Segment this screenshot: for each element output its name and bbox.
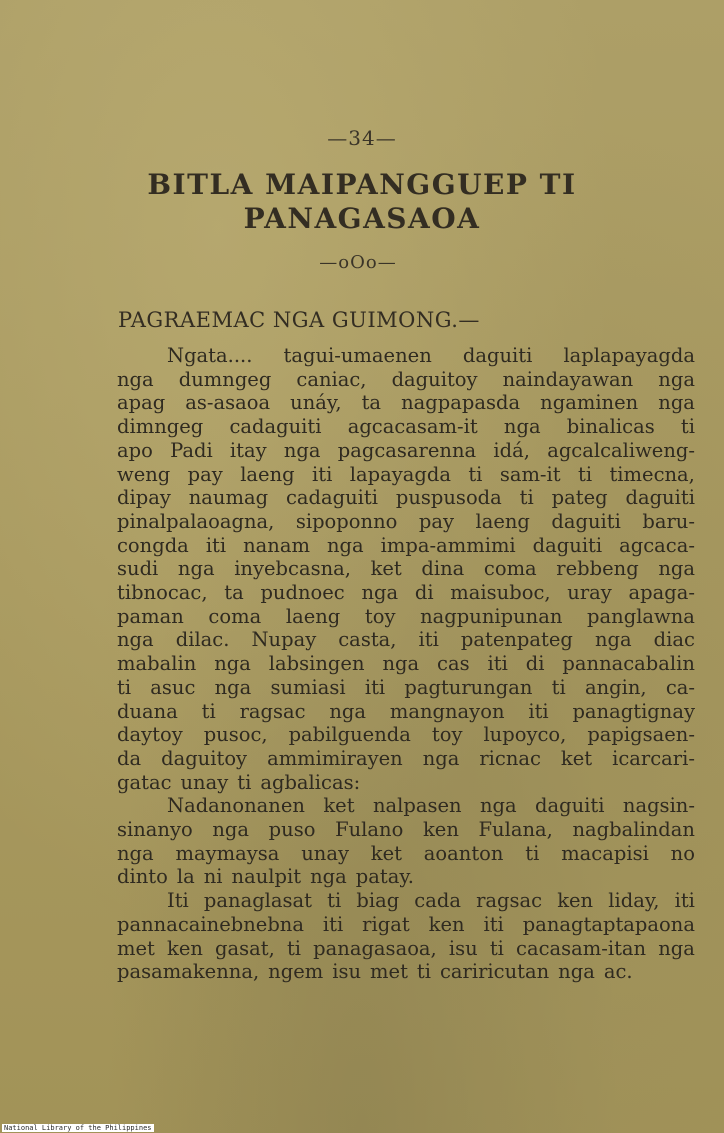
text-line	[117, 960, 695, 984]
text-line	[117, 628, 695, 652]
word: dumngeg	[178, 367, 272, 391]
word: ammimirayen	[267, 746, 403, 770]
word: agcacasam-it	[347, 415, 478, 439]
word: nga	[310, 865, 347, 889]
word: Fulana,	[478, 818, 553, 842]
word: iti	[487, 652, 508, 676]
word: isu	[448, 936, 478, 960]
word: timecna,	[609, 462, 695, 486]
text-line	[117, 510, 695, 534]
word: daguiti	[532, 533, 603, 557]
word: pay	[418, 509, 454, 533]
word: pusoc,	[203, 723, 268, 747]
word: ngaminen	[540, 391, 639, 415]
word: nagsin-	[622, 794, 695, 818]
word: nga	[422, 746, 460, 770]
word: coma	[208, 604, 262, 628]
text-line	[117, 391, 695, 415]
word: baru-	[642, 509, 695, 533]
word: naindayawan	[502, 367, 634, 391]
word: nga	[479, 794, 517, 818]
word: da	[117, 746, 142, 770]
word: nga	[594, 628, 632, 652]
word: sam-it	[499, 462, 561, 486]
word: agcalcaliweng-	[547, 438, 695, 462]
word: unáy,	[290, 391, 342, 415]
page-number: —34—	[327, 126, 397, 150]
word: lapayagda	[349, 462, 451, 486]
word: panaglasat	[203, 889, 313, 913]
text-line	[117, 368, 695, 392]
word: daytoy	[117, 723, 183, 747]
word: binalicas	[566, 415, 655, 439]
text-line	[117, 605, 695, 629]
text-line	[117, 676, 695, 700]
word: nga	[382, 652, 420, 676]
word: iti	[364, 675, 386, 699]
word: as-asaoa	[185, 391, 271, 415]
word: gatac	[117, 770, 172, 794]
word: naulpit	[231, 865, 302, 889]
word: ti	[525, 841, 540, 865]
text-line	[117, 415, 695, 439]
word: ti	[327, 889, 342, 913]
word: laplapayagda	[563, 344, 695, 367]
text-line	[117, 889, 695, 913]
word: uray	[567, 581, 612, 605]
word: iti	[312, 462, 333, 486]
text-line	[117, 463, 695, 487]
word: ragsac	[239, 699, 306, 723]
word: iti	[322, 912, 344, 936]
text-line	[117, 344, 695, 368]
word: dilac.	[175, 628, 230, 652]
word: mangnayon	[389, 699, 505, 723]
word: ti	[468, 462, 483, 486]
word: sipoponno	[295, 509, 398, 533]
word: cadaguiti	[285, 486, 378, 510]
word: ac.	[603, 960, 633, 984]
word: ti	[489, 936, 504, 960]
word: nga	[361, 581, 399, 605]
text-line	[117, 557, 695, 581]
title-line-1: BITLA MAIPANGGUEP TI	[147, 168, 577, 201]
word: nga	[117, 628, 154, 652]
word: angin,	[584, 675, 647, 699]
word: nga	[658, 557, 695, 581]
word: tagui-umaenen	[283, 344, 432, 367]
word: cacasam-itan	[516, 936, 647, 960]
word: aoanton	[423, 841, 504, 865]
word: nga	[283, 438, 321, 462]
word: ken	[428, 912, 465, 936]
word: nga	[503, 415, 541, 439]
word: iti	[483, 912, 504, 936]
word: ca-	[665, 675, 695, 699]
word: casta,	[338, 628, 397, 652]
body-text	[117, 344, 695, 984]
text-line	[117, 937, 695, 961]
text-line	[117, 534, 695, 558]
word: pabilguenda	[288, 723, 411, 747]
word: la	[176, 865, 195, 889]
word: weng	[117, 462, 171, 486]
text-line	[117, 747, 695, 771]
word: sumiasi	[270, 675, 346, 699]
word: pagturungan	[404, 675, 533, 699]
word: iti	[418, 628, 439, 652]
text-line	[117, 652, 695, 676]
word: nga	[658, 936, 695, 960]
word: ti	[416, 960, 431, 984]
word: ket	[370, 557, 402, 581]
word: dimngeg	[117, 415, 204, 439]
word: pannacabalin	[562, 652, 695, 676]
word: congda	[117, 533, 189, 557]
word: daguiti	[462, 344, 533, 367]
word: ragsac	[476, 889, 543, 913]
word: maymaysa	[175, 841, 280, 865]
word: nga	[558, 960, 595, 984]
word: labsingen	[268, 652, 365, 676]
word: lupoyco,	[483, 723, 567, 747]
word: ti	[201, 699, 216, 723]
word: ngem	[268, 960, 324, 984]
word: maisuboc,	[450, 581, 551, 605]
text-line	[117, 581, 695, 605]
word: apaga-	[628, 581, 695, 605]
word: apag	[117, 391, 166, 415]
word: Ngata....	[167, 344, 253, 367]
word: Padi	[170, 438, 213, 462]
word: nga	[212, 818, 250, 842]
word: ricnac	[479, 746, 541, 770]
word: ti	[551, 675, 566, 699]
word: ti	[578, 462, 593, 486]
word: cadaguiti	[229, 415, 322, 439]
word: asuc	[150, 675, 196, 699]
word: panagasaoa,	[313, 936, 437, 960]
word: dinto	[117, 865, 168, 889]
word: daguiti	[625, 486, 695, 510]
word: nagbalindan	[572, 818, 695, 842]
word: biag	[356, 889, 400, 913]
word: panglawna	[587, 604, 695, 628]
word: rigat	[362, 912, 410, 936]
text-line	[117, 771, 695, 795]
word: puspusoda	[395, 486, 502, 510]
word: macapisi	[561, 841, 649, 865]
word: Nadanonanen	[167, 794, 305, 818]
page-title	[0, 168, 724, 236]
word: diac	[653, 628, 695, 652]
word: rebbeng	[556, 557, 639, 581]
word: duana	[117, 699, 178, 723]
word: pagcasarenna	[337, 438, 477, 462]
word: ken	[422, 818, 459, 842]
word: cariricutan	[440, 960, 550, 984]
word: puso	[268, 818, 316, 842]
word: pannacainebnebna	[117, 912, 304, 936]
text-line	[117, 723, 695, 747]
word: icarcari-	[612, 746, 695, 770]
word: nga	[177, 557, 215, 581]
word: ket	[323, 794, 355, 818]
word: gasat,	[215, 936, 275, 960]
word: inyebcasna,	[234, 557, 351, 581]
word: toy	[431, 723, 463, 747]
word: ken	[167, 936, 203, 960]
word: ta	[224, 581, 244, 605]
word: pateg	[551, 486, 608, 510]
word: ket	[560, 746, 593, 770]
word: nga	[214, 652, 251, 676]
text-line	[117, 842, 695, 866]
text-line	[117, 818, 695, 842]
word: daguitoy	[391, 367, 478, 391]
word: unay	[301, 841, 349, 865]
word: ti	[117, 675, 132, 699]
word: isu	[332, 960, 362, 984]
word: nga	[658, 391, 695, 415]
word: agcaca-	[619, 533, 695, 557]
word: nga	[214, 675, 252, 699]
word: nagpunipunan	[420, 604, 563, 628]
text-line	[117, 913, 695, 937]
word: laeng	[285, 604, 341, 628]
word: Iti	[167, 889, 189, 913]
word: ti	[286, 936, 302, 960]
word: daguitoy	[161, 746, 248, 770]
word: nga	[329, 699, 367, 723]
word: paman	[117, 604, 184, 628]
word: agbalicas:	[260, 770, 361, 794]
footer-credit: National Library of the Philippines	[4, 1124, 152, 1132]
word: nga	[327, 533, 364, 557]
word: met	[117, 936, 155, 960]
word: ti	[519, 486, 534, 510]
word: ni	[203, 865, 223, 889]
word: pudnoec	[260, 581, 345, 605]
word: sinanyo	[117, 818, 193, 842]
word: liday,	[608, 889, 660, 913]
word: no	[670, 841, 695, 865]
word: patenpateg	[460, 628, 573, 652]
word: iti	[674, 889, 695, 913]
word: papigsaen-	[587, 723, 695, 747]
word: caniac,	[296, 367, 367, 391]
word: mabalin	[117, 652, 197, 676]
word: idá,	[493, 438, 530, 462]
word: nalpasen	[372, 794, 462, 818]
word: laeng	[240, 462, 295, 486]
word: nga	[658, 367, 695, 391]
word: dina	[421, 557, 465, 581]
word: Fulano	[335, 818, 404, 842]
word: di	[525, 652, 545, 676]
word: apo	[117, 438, 153, 462]
title-line-2: PANAGASAOA	[243, 202, 481, 235]
word: ti	[237, 770, 252, 794]
word: panagtignay	[572, 699, 695, 723]
word: patay.	[355, 865, 414, 889]
word: pay	[187, 462, 223, 486]
text-line	[117, 439, 695, 463]
word: daguiti	[535, 794, 605, 818]
word: cas	[437, 652, 470, 676]
ornament-divider: —oOo—	[319, 252, 397, 273]
section-heading: PAGRAEMAC NGA GUIMONG.—	[118, 308, 480, 332]
word: met	[370, 960, 408, 984]
word: toy	[364, 604, 396, 628]
word: unay	[180, 770, 229, 794]
word: ta	[361, 391, 382, 415]
word: coma	[483, 557, 537, 581]
word: laeng	[475, 509, 530, 533]
word: Nupay	[251, 628, 317, 652]
word: nagpapasda	[401, 391, 521, 415]
text-line	[117, 486, 695, 510]
word: itay	[229, 438, 267, 462]
word: iti	[205, 533, 227, 557]
word: cada	[414, 889, 461, 913]
word: tibnocac,	[117, 581, 208, 605]
word: nga	[117, 367, 154, 391]
word: impa-ammimi	[380, 533, 516, 557]
word: panagtaptapaona	[522, 912, 695, 936]
word: sudi	[117, 557, 159, 581]
word: ket	[370, 841, 402, 865]
word: ken	[557, 889, 594, 913]
word: dipay	[117, 486, 171, 510]
text-line	[117, 865, 695, 889]
text-line	[117, 794, 695, 818]
word: nanam	[243, 533, 310, 557]
word: pinalpalaoagna,	[117, 509, 275, 533]
word: daguiti	[551, 509, 621, 533]
word: pasamakenna,	[117, 960, 260, 984]
word: ti	[680, 415, 695, 439]
word: iti	[528, 699, 549, 723]
word: naumag	[188, 486, 269, 510]
word: di	[414, 581, 434, 605]
word: nga	[117, 841, 154, 865]
text-line	[117, 700, 695, 724]
